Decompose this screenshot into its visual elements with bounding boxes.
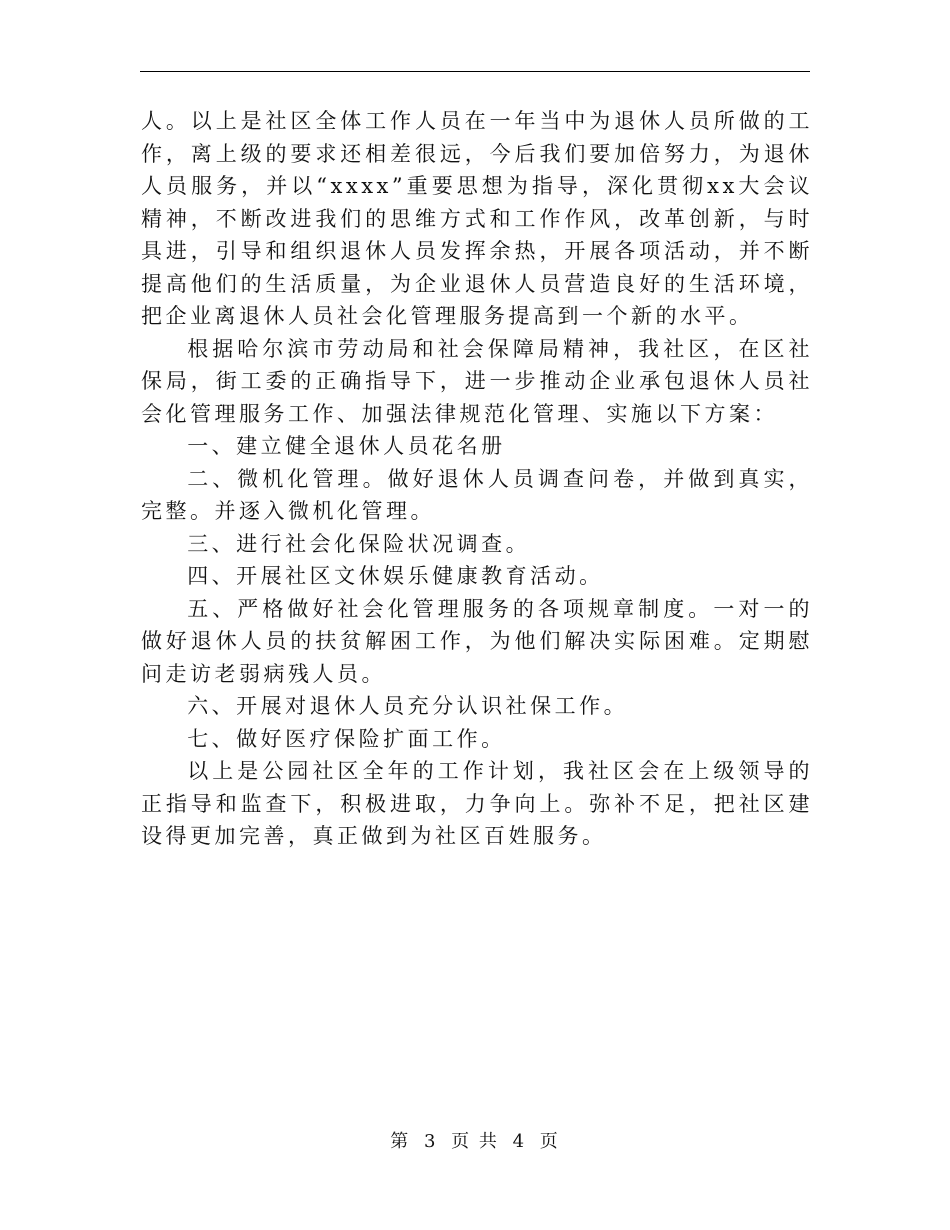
document-body	[141, 105, 813, 853]
plan-item-3: 三、进行社会化保险状况调查。	[187, 531, 531, 556]
page-number-footer	[0, 1127, 950, 1153]
plan-item-7: 七、做好医疗保险扩面工作。	[187, 726, 506, 751]
footer-middle: 页 共	[451, 1131, 499, 1152]
plan-item-6: 六、开展对退休人员充分认识社保工作。	[187, 694, 629, 718]
plan-item-4: 四、开展社区文休娱乐健康教育活动。	[187, 564, 604, 588]
paragraph-intro: 根据哈尔滨市劳动局和社会保障局精神，我社区，在区社保局，街工委的正确指导下，进一步推动企业承包退休人员社会化管理服务工作、加强法律规范化管理、实施以下方案：	[141, 336, 813, 426]
plan-item-5: 五、严格做好社会化管理服务的各项规章制度。一对一的做好退休人员的扶贫解困工作，为他们解决实际困难。定期慰问走访老弱病残人员。	[141, 596, 813, 686]
plan-item-2: 二、微机化管理。做好退休人员调查问卷，并做到真实，完整。并逐入微机化管理。	[141, 466, 813, 523]
header-rule	[140, 71, 810, 72]
footer-total-pages: 4	[512, 1131, 527, 1152]
paragraph-conclusion: 以上是公园社区全年的工作计划，我社区会在上级领导的正指导和监查下，积极进取，力争向上。弥补不足，把社区建设得更加完善，真正做到为社区百姓服务。	[141, 759, 813, 848]
plan-item-1: 一、建立健全退休人员花名册	[187, 434, 506, 458]
footer-suffix: 页	[539, 1131, 560, 1152]
paragraph-continuation: 人。以上是社区全体工作人员在一年当中为退休人员所做的工作，离上级的要求还相差很远，今后我们要加倍努力，为退休人员服务，并以“xxxx”重要思想为指导，深化贯彻xx大会议精神，不断改进我们的思维方式和工作作风，改革创新，与时具进，引导和组织退休人员发挥余热，开展各项活动，并不断提高他们的生活质量，为企业退休人员营造良好的生活环境，把企业离退休人员社会化管理服务提高到一个新的水平。	[141, 109, 813, 328]
footer-prefix: 第	[390, 1131, 411, 1152]
footer-current-page: 3	[423, 1131, 438, 1152]
